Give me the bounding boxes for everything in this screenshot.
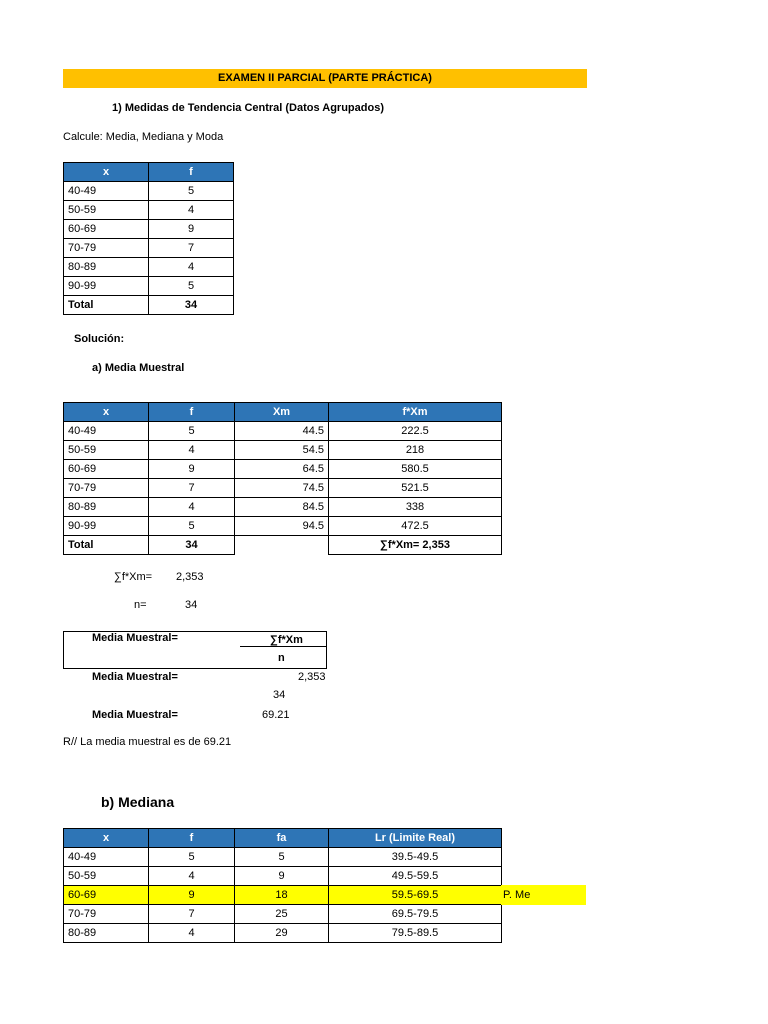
midpoint-cell: 54.5 [235, 441, 329, 460]
table-row [64, 258, 234, 277]
median-table [63, 828, 502, 943]
mean-result-label: Media Muestral= [92, 709, 178, 721]
col-x-header: x [64, 163, 149, 182]
mean-result-value: 69.21 [262, 709, 290, 721]
frequency-table [63, 162, 234, 315]
frequency-cell: 5 [149, 517, 235, 536]
class-cell: 40-49 [64, 182, 149, 201]
col-f-header: f [149, 403, 235, 422]
table-row [64, 924, 502, 943]
table-row [64, 867, 502, 886]
table-row [64, 517, 502, 536]
section-a-heading: a) Media Muestral [92, 362, 185, 374]
total-row [64, 536, 502, 555]
class-cell: 50-59 [64, 441, 149, 460]
class-cell: 80-89 [64, 924, 149, 943]
class-cell: 60-69 [64, 886, 149, 905]
midpoint-cell: 74.5 [235, 479, 329, 498]
midpoint-cell: 64.5 [235, 460, 329, 479]
col-lr-header: Lr (Limite Real) [329, 829, 502, 848]
table-row [64, 182, 234, 201]
cumulative-cell: 5 [235, 848, 329, 867]
empty-cell [235, 536, 329, 555]
total-value: 34 [149, 296, 234, 315]
sum-label: ∑f*Xm= [114, 571, 153, 583]
col-f-header: f [149, 163, 234, 182]
class-cell: 50-59 [64, 201, 149, 220]
frequency-cell: 4 [149, 867, 235, 886]
midpoint-cell: 84.5 [235, 498, 329, 517]
frequency-cell: 4 [149, 498, 235, 517]
table-row [64, 498, 502, 517]
total-label: Total [64, 296, 149, 315]
frequency-cell: 4 [149, 924, 235, 943]
cumulative-cell: 25 [235, 905, 329, 924]
table-row [64, 886, 502, 905]
frequency-cell: 4 [149, 258, 234, 277]
median-position-marker: P. Me [501, 885, 586, 905]
mean-formula-label: Media Muestral= [92, 632, 178, 644]
class-cell: 90-99 [64, 277, 149, 296]
frequency-cell: 9 [149, 460, 235, 479]
product-cell: 472.5 [329, 517, 502, 536]
solution-label: Solución: [74, 333, 125, 345]
col-xm-header: Xm [235, 403, 329, 422]
real-limit-cell: 59.5-69.5 [329, 886, 502, 905]
table-row [64, 277, 234, 296]
frequency-cell: 9 [149, 886, 235, 905]
frequency-cell: 5 [149, 422, 235, 441]
class-cell: 60-69 [64, 460, 149, 479]
product-cell: 521.5 [329, 479, 502, 498]
frequency-table-body [64, 182, 234, 315]
frequency-cell: 7 [149, 239, 234, 258]
real-limit-cell: 49.5-59.5 [329, 867, 502, 886]
class-cell: 40-49 [64, 848, 149, 867]
table-row [64, 905, 502, 924]
midpoint-cell: 94.5 [235, 517, 329, 536]
col-f-header: f [149, 829, 235, 848]
table-row [64, 848, 502, 867]
frequency-cell: 4 [149, 201, 234, 220]
median-table-body [64, 848, 502, 943]
real-limit-cell: 69.5-79.5 [329, 905, 502, 924]
real-limit-cell: 79.5-89.5 [329, 924, 502, 943]
midpoint-cell: 44.5 [235, 422, 329, 441]
class-cell: 80-89 [64, 258, 149, 277]
table-row [64, 441, 502, 460]
fraction-line [240, 646, 326, 647]
col-fa-header: fa [235, 829, 329, 848]
class-cell: 70-79 [64, 479, 149, 498]
table-row [64, 479, 502, 498]
sum-value: 2,353 [176, 571, 204, 583]
mean-answer: R// La media muestral es de 69.21 [63, 736, 232, 748]
class-cell: 70-79 [64, 239, 149, 258]
col-x-header: x [64, 829, 149, 848]
mean-substitution-label: Media Muestral= [92, 671, 178, 683]
mean-denominator-value: 34 [273, 689, 286, 701]
total-label: Total [64, 536, 149, 555]
exam-title: EXAMEN II PARCIAL (PARTE PRÁCTICA) [63, 69, 587, 88]
col-x-header: x [64, 403, 149, 422]
n-value: 34 [185, 599, 198, 611]
mean-numerator-value: 2,353 [298, 671, 326, 683]
total-frequency: 34 [149, 536, 235, 555]
frequency-cell: 5 [149, 848, 235, 867]
product-cell: 218 [329, 441, 502, 460]
cumulative-cell: 18 [235, 886, 329, 905]
table-row [64, 422, 502, 441]
frequency-cell: 7 [149, 479, 235, 498]
product-cell: 222.5 [329, 422, 502, 441]
formula-numerator: ∑f*Xm [270, 634, 303, 646]
table-row [64, 460, 502, 479]
table-row [64, 239, 234, 258]
product-cell: 338 [329, 498, 502, 517]
class-cell: 90-99 [64, 517, 149, 536]
instruction-text: Calcule: Media, Mediana y Moda [63, 131, 224, 143]
class-cell: 40-49 [64, 422, 149, 441]
formula-denominator: n [278, 652, 285, 664]
class-cell: 80-89 [64, 498, 149, 517]
section-b-heading: b) Mediana [101, 794, 175, 810]
frequency-cell: 5 [149, 277, 234, 296]
table-row [64, 201, 234, 220]
class-cell: 60-69 [64, 220, 149, 239]
table-row [64, 220, 234, 239]
cumulative-cell: 29 [235, 924, 329, 943]
mean-table [63, 402, 502, 555]
total-sum: ∑f*Xm= 2,353 [329, 536, 502, 555]
class-cell: 50-59 [64, 867, 149, 886]
product-cell: 580.5 [329, 460, 502, 479]
cumulative-cell: 9 [235, 867, 329, 886]
frequency-cell: 5 [149, 182, 234, 201]
real-limit-cell: 39.5-49.5 [329, 848, 502, 867]
col-fxm-header: f*Xm [329, 403, 502, 422]
class-cell: 70-79 [64, 905, 149, 924]
frequency-cell: 9 [149, 220, 234, 239]
frequency-cell: 7 [149, 905, 235, 924]
total-row [64, 296, 234, 315]
mean-table-body [64, 422, 502, 555]
n-label: n= [134, 599, 147, 611]
section-1-heading: 1) Medidas de Tendencia Central (Datos Agrupados) [112, 102, 384, 114]
frequency-cell: 4 [149, 441, 235, 460]
